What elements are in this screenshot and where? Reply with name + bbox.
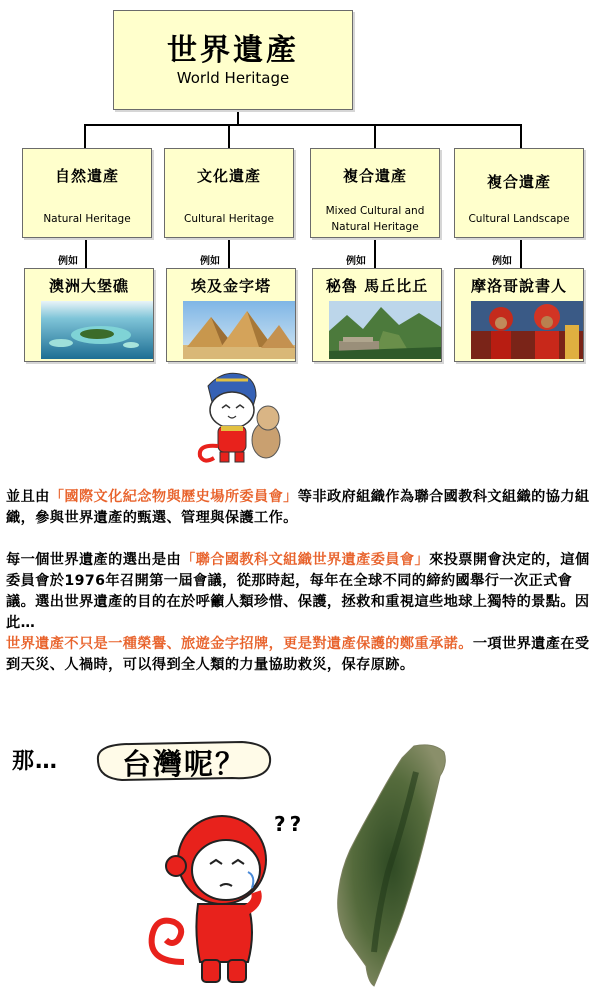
paragraph-text: 等非政府組織作為聯合國教科文組織的協力組織，參與世界遺產的甄選、管理與保護工作。 — [6, 489, 590, 526]
category-subtitle-line1: Mixed Cultural and — [325, 205, 425, 217]
paragraph-commitment — [6, 634, 596, 676]
paragraph-committee — [6, 550, 596, 634]
pyramids-photo — [183, 301, 295, 359]
example-moroccan-storyteller — [454, 268, 584, 362]
paragraph-ngo-partners — [6, 487, 596, 529]
example-title: 秘魯 馬丘比丘 — [325, 277, 429, 295]
question-prefix: 那… — [12, 749, 59, 774]
category-landscape — [454, 148, 584, 238]
category-subtitle: Natural Heritage — [43, 213, 131, 225]
highlight-icomos: 「國際文化紀念物與歷史場所委員會」 — [49, 489, 298, 505]
example-title: 摩洛哥說書人 — [470, 277, 567, 295]
connector-cat4 — [520, 124, 522, 148]
category-title: 文化遺產 — [196, 167, 261, 185]
connector-cat3 — [374, 124, 376, 148]
example-title: 澳洲大堡礁 — [48, 277, 129, 295]
highlight-commitment: 世界遺產不只是一種榮譽、旅遊金字招牌，更是對遺產保護的鄭重承諾。 — [6, 636, 473, 652]
great-barrier-reef-photo — [41, 301, 153, 359]
example-title: 埃及金字塔 — [190, 277, 271, 295]
connector-cat2 — [228, 124, 230, 148]
example-great-barrier-reef — [24, 268, 154, 362]
root-title: 世界遺產 — [167, 33, 299, 68]
connector-root-down — [237, 110, 239, 125]
category-mixed — [310, 148, 440, 238]
category-cultural — [164, 148, 294, 238]
root-node — [113, 10, 353, 110]
connector-example4 — [520, 238, 522, 268]
thinking-monkey-illustration — [144, 812, 294, 992]
machu-picchu-photo — [329, 301, 441, 359]
category-subtitle: Cultural Landscape — [468, 213, 570, 225]
paragraph-text: 一項世界遺產在受到天災、人禍時，可以得到全人類的力量協助救災，保存原跡。 — [6, 636, 590, 673]
thought-question-marks: ?? — [274, 812, 306, 836]
connector-example2 — [228, 238, 230, 268]
question-text: 台灣呢？ — [121, 747, 246, 781]
category-title: 自然遺產 — [54, 167, 119, 185]
connector-example1 — [85, 238, 87, 268]
moroccan-storytellers-photo — [471, 301, 583, 359]
example-label: 例如 — [58, 256, 78, 267]
connector-horizontal — [84, 124, 522, 126]
paragraph-text: 來投票開會決定的，這個委員會於1976年召開第一屆會議，從那時起，每年在全球不同的締約國舉行一次正式會議。選出世界遺產的目的在於呼籲人類珍惜、保護，拯救和重視這些地球上獨特的景點。因此… — [6, 552, 590, 631]
paragraph-text: 並且由 — [6, 489, 50, 505]
question-bubble — [92, 736, 276, 784]
category-title: 複合遺產 — [342, 167, 407, 185]
example-machu-picchu — [312, 268, 442, 362]
example-label: 例如 — [200, 256, 220, 267]
category-subtitle-line2: Natural Heritage — [331, 221, 419, 233]
root-subtitle: World Heritage — [176, 69, 290, 87]
category-subtitle: Cultural Heritage — [184, 213, 274, 225]
example-label: 例如 — [492, 256, 512, 267]
example-pyramids — [166, 268, 296, 362]
connector-cat1 — [84, 124, 86, 148]
highlight-committee: 「聯合國教科文組織世界遺產委員會」 — [181, 552, 430, 568]
category-natural — [22, 148, 152, 238]
connector-example3 — [374, 238, 376, 268]
taiwan-map — [316, 742, 456, 990]
paragraph-text: 每一個世界遺產的選出是由 — [6, 552, 182, 568]
category-title: 複合遺產 — [486, 173, 551, 191]
pharaoh-monkey-illustration — [188, 370, 288, 466]
example-label: 例如 — [346, 256, 366, 267]
